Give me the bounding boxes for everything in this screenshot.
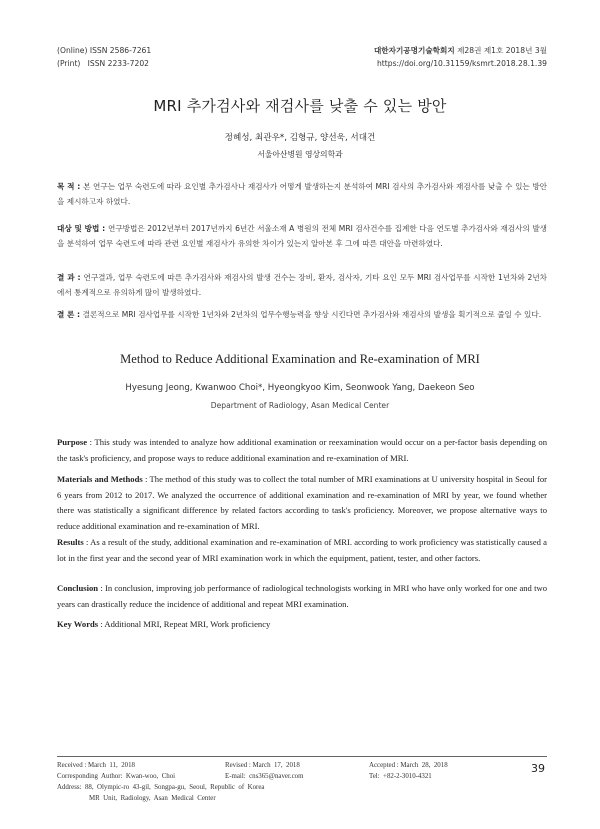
label-ko-conclusion: 결 론 : bbox=[57, 310, 83, 319]
abstract-ko-methods: 대상 및 방법 : 연구방법은 2012년부터 2017년까지 6년간 서울소재 A 병원의 전체 MRI 검사건수를 집계한 다음 연도별 추가검사와 재검사의 발생을 분석하여 업무 숙련도에 따라 관련 요인별 재검사가 유의한 차이가 있는지 알아본 후 그에 따른 대안을 마련하였다. bbox=[57, 224, 547, 248]
issn-print: (Print) ISSN 2233-7202 bbox=[57, 59, 149, 68]
journal-info bbox=[374, 45, 547, 57]
abstract-ko-results: 결 과 : 연구결과, 업무 숙련도에 따른 추가검사와 재검사의 발생 건수는 장비, 환자, 검사자, 기타 요인 모두 MRI 검사업무를 시작한 1년차와 2년차에서 통계적으로 유의하게 많이 발생하였다. bbox=[57, 273, 548, 297]
affiliation-korean: 서울아산병원 영상의학과 bbox=[257, 150, 343, 159]
label-ko-results: 결 과 : bbox=[57, 273, 84, 282]
title-korean: MRI 추가검사와 재검사를 낮출 수 있는 방안 bbox=[153, 97, 447, 115]
issn-online: (Online) ISSN 2586-7261 bbox=[57, 46, 152, 55]
address-line-1: Address: 88, Olympic-ro 43-gil, Songpa-gu, Seoul, Republic of Korea bbox=[57, 784, 265, 791]
label-en-results: Results bbox=[57, 537, 84, 547]
title-english: Method to Reduce Additional Examination and Re-examination of MRI bbox=[120, 352, 480, 366]
received-date: Received : March 11, 2018 bbox=[57, 762, 136, 769]
label-ko-methods: 대상 및 방법 : bbox=[57, 224, 108, 233]
accepted-date: Accepted : March 28, 2018 bbox=[369, 762, 448, 769]
abstract-en-conclusion: Conclusion : In conclusion, improving job performance of radiological technologists working in MRI who have only worked for one and two years can drastically reduce the incidence of additional and repeat MRI examination. bbox=[57, 583, 547, 609]
volume-issue: 제28권 제1호 2018년 3월 bbox=[454, 46, 547, 55]
label-ko-purpose: 목 적 : bbox=[57, 182, 84, 191]
label-keywords: Key Words bbox=[57, 619, 99, 629]
author-tel: Tel: +82-2-3010-4321 bbox=[369, 773, 432, 780]
abstract-en-methods: Materials and Methods : The method of this study was to collect the total number of MRI examinations at U university hospital in Seoul for 6 years from 2012 to 2017. We analyzed the occurrence of additional examination and re-examination of MRI by year, we found whether there was statistically a significant difference by related factors according to task's proficiency. Moreover, we propose alternative ways to reduce additional examination and re-examination of MRI. bbox=[57, 474, 547, 531]
label-en-conclusion: Conclusion bbox=[57, 583, 99, 593]
keywords: Key Words : Additional MRI, Repeat MRI, Work proficiency bbox=[57, 619, 271, 629]
label-en-methods: Materials and Methods bbox=[57, 474, 143, 484]
authors-english: Hyesung Jeong, Kwanwoo Choi*, Hyeongkyoo Kim, Seonwook Yang, Daekeon Seo bbox=[125, 383, 475, 393]
author-email: E-mail: cns365@naver.com bbox=[225, 773, 304, 780]
authors-korean: 정혜성, 최관우*, 김형규, 양선욱, 서대건 bbox=[224, 133, 376, 143]
affiliation-english: Department of Radiology, Asan Medical Center bbox=[210, 401, 390, 410]
footer-divider bbox=[57, 756, 547, 757]
label-en-purpose: Purpose bbox=[57, 437, 88, 447]
page-number: 39 bbox=[531, 762, 545, 775]
abstract-en-results: Results : As a result of the study, additional examination and re-examination of MRI. according to work proficiency was statistically caused a lot in the first year and the second year of MRI examination work in which the equipment, patient, tester, and other factors. bbox=[57, 537, 547, 563]
abstract-en-purpose: Purpose : This study was intended to analyze how additional examination or reexamination would occur on a per-factor basis depending on the task's proficiency, and propose ways to reduce additional examination and re-examination of MRI. bbox=[57, 437, 547, 463]
revised-date: Revised : March 17, 2018 bbox=[225, 762, 300, 769]
corresponding-author: Corresponding Author: Kwan-woo, Choi bbox=[57, 773, 176, 780]
journal-name: 대한자기공명기술학회지 bbox=[373, 46, 455, 55]
address-line-2: MR Unit, Radiology, Asan Medical Center bbox=[89, 795, 216, 802]
doi-link[interactable]: https://doi.org/10.31159/ksmrt.2018.28.1.39 bbox=[376, 59, 547, 68]
abstract-ko-purpose: 목 적 : 본 연구는 업무 숙련도에 따라 요인별 추가검사나 재검사가 어떻게 발생하는지 분석하여 MRI 검사의 추가검사와 재검사를 낮출 수 있는 방안을 제시하고자 하였다. bbox=[57, 182, 547, 206]
abstract-ko-conclusion: 결 론 : 결론적으로 MRI 검사업무를 시작한 1년차와 2년차의 업무수행능력을 향상 시킨다면 추가검사와 재검사의 발생을 획기적으로 줄일 수 있다. bbox=[57, 310, 542, 319]
